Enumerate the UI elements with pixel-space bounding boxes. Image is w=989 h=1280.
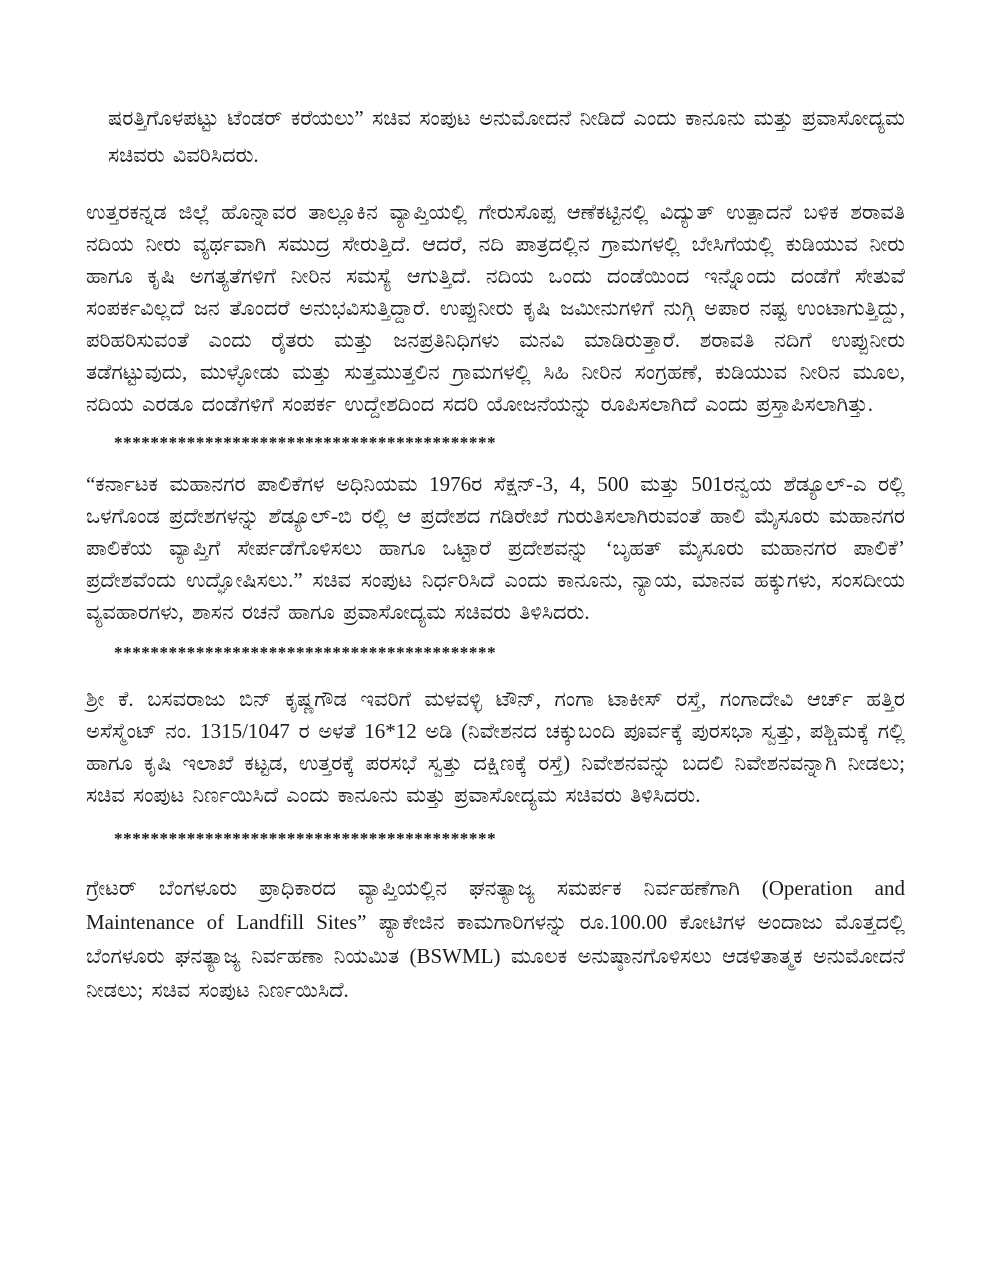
paragraph-greater-mysuru-corporation: “ಕರ್ನಾಟಕ ಮಹಾನಗರ ಪಾಲಿಕೆಗಳ ಅಧಿನಿಯಮ 1976ರ ಸೆಕ್ಷನ್-3, 4, 500 ಮತ್ತು 501ರನ್ವಯ ಶೆಡ್ಯೂಲ್-ಎ ರಲ್ಲಿ ಒಳಗೊಂಡ ಪ್ರದೇಶಗಳನ್ನು ಶೆಡ್ಯೂಲ್-ಬಿ ರಲ್ಲಿ ಆ ಪ್ರದೇಶದ ಗಡಿರೇಖೆ ಗುರುತಿಸಲಾಗಿರುವಂತೆ ಹಾಲಿ ಮೈಸೂರು ಮಹಾನಗರ ಪಾಲಿಕೆಯ ವ್ಯಾಪ್ತಿಗೆ ಸೇರ್ಪಡೆಗೊಳಿಸಲು ಹಾಗೂ ಒಟ್ಟಾರೆ ಪ್ರದೇಶವನ್ನು ‘ಬೃಹತ್ ಮೈಸೂರು ಮಹಾನಗರ ಪಾಲಿಕೆ’ ಪ್ರದೇಶವೆಂದು ಉದ್ಘೋಷಿಸಲು.” ಸಚಿವ ಸಂಪುಟ ನಿರ್ಧರಿಸಿದೆ ಎಂದು ಕಾನೂನು, ನ್ಯಾಯ, ಮಾನವ ಹಕ್ಕುಗಳು, ಸಂಸದೀಯ ವ್ಯವಹಾರಗಳು, ಶಾಸನ ರಚನೆ ಹಾಗೂ ಪ್ರವಾಸೋದ್ಯಮ ಸಚಿವರು ತಿಳಿಸಿದರು. — [86, 472, 905, 624]
paragraph-bengaluru-landfill-bswml: ಗ್ರೇಟರ್ ಬೆಂಗಳೂರು ಪ್ರಾಧಿಕಾರದ ವ್ಯಾಪ್ತಿಯಲ್ಲಿನ ಘನತ್ಯಾಜ್ಯ ಸಮರ್ಪಕ ನಿರ್ವಹಣೆಗಾಗಿ (Operation and Maintenance of Landfill Sites” ಪ್ಯಾಕೇಜಿನ ಕಾಮಗಾರಿಗಳನ್ನು ರೂ.100.00 ಕೋಟಿಗಳ ಅಂದಾಜು ಮೊತ್ತದಲ್ಲಿ ಬೆಂಗಳೂರು ಘನತ್ಯಾಜ್ಯ ನಿರ್ವಹಣಾ ನಿಯಮಿತ (BSWML) ಮೂಲಕ ಅನುಷ್ಠಾನಗೊಳಿಸಲು ಆಡಳಿತಾತ್ಮಕ ಅನುಮೋದನೆ ನೀಡಲು; ಸಚಿವ ಸಂಪುಟ ನಿರ್ಣಯಿಸಿದೆ. — [86, 876, 905, 1002]
asterisk-separator: ****************************************** — [114, 433, 497, 452]
paragraph-sharavathi-river-project: ಉತ್ತರಕನ್ನಡ ಜಿಲ್ಲೆ ಹೊನ್ನಾವರ ತಾಲ್ಲೂಕಿನ ವ್ಯಾಪ್ತಿಯಲ್ಲಿ ಗೇರುಸೊಪ್ಪ ಆಣೆಕಟ್ಟಿನಲ್ಲಿ ವಿದ್ಯುತ್ ಉತ್ಪಾದನೆ ಬಳಿಕ ಶರಾವತಿ ನದಿಯ ನೀರು ವ್ಯರ್ಥವಾಗಿ ಸಮುದ್ರ ಸೇರುತ್ತಿದೆ. ಆದರೆ, ನದಿ ಪಾತ್ರದಲ್ಲಿನ ಗ್ರಾಮಗಳಲ್ಲಿ ಬೇಸಿಗೆಯಲ್ಲಿ ಕುಡಿಯುವ ನೀರು ಹಾಗೂ ಕೃಷಿ ಅಗತ್ಯತೆಗಳಿಗೆ ನೀರಿನ ಸಮಸ್ಯೆ ಆಗುತ್ತಿದೆ. ನದಿಯ ಒಂದು ದಂಡೆಯಿಂದ ಇನ್ನೊಂದು ದಂಡೆಗೆ ಸೇತುವೆ ಸಂಪರ್ಕವಿಲ್ಲದೆ ಜನ ತೊಂದರೆ ಅನುಭವಿಸುತ್ತಿದ್ದಾರೆ. ಉಪ್ಪುನೀರು ಕೃಷಿ ಜಮೀನುಗಳಿಗೆ ನುಗ್ಗಿ ಅಪಾರ ನಷ್ಟ ಉಂಟಾಗುತ್ತಿದ್ದು, ಪರಿಹರಿಸುವಂತೆ ಎಂದು ರೈತರು ಮತ್ತು ಜನಪ್ರತಿನಿಧಿಗಳು ಮನವಿ ಮಾಡಿರುತ್ತಾರೆ. ಶರಾವತಿ ನದಿಗೆ ಉಪ್ಪುನೀರು ತಡೆಗಟ್ಟುವುದು, ಮುಳ್ಳೋಡು ಮತ್ತು ಸುತ್ತಮುತ್ತಲಿನ ಗ್ರಾಮಗಳಲ್ಲಿ ಸಿಹಿ ನೀರಿನ ಸಂಗ್ರಹಣೆ, ಕುಡಿಯುವ ನೀರಿನ ಮೂಲ, ನದಿಯ ಎರಡೂ ದಂಡೆಗಳಿಗೆ ಸಂಪರ್ಕ ಉದ್ದೇಶದಿಂದ ಸದರಿ ಯೋಜನೆಯನ್ನು ರೂಪಿಸಲಾಗಿದೆ ಎಂದು ಪ್ರಸ್ತಾಪಿಸಲಾಗಿತ್ತು. — [86, 200, 905, 416]
asterisk-separator: ****************************************** — [114, 829, 497, 848]
paragraph-tender-approval: ಷರತ್ತಿಗೊಳಪಟ್ಟು ಟೆಂಡರ್ ಕರೆಯಲು” ಸಚಿವ ಸಂಪುಟ ಅನುಮೋದನೆ ನೀಡಿದೆ ಎಂದು ಕಾನೂನು ಮತ್ತು ಪ್ರವಾಸೋದ್ಯಮ ಸಚಿವರು ವಿವರಿಸಿದರು. — [108, 106, 905, 167]
paragraph-basavaraju-site-allotment: ಶ್ರೀ ಕೆ. ಬಸವರಾಜು ಬಿನ್ ಕೃಷ್ಣಗೌಡ ಇವರಿಗೆ ಮಳವಳ್ಳಿ ಟೌನ್, ಗಂಗಾ ಟಾಕೀಸ್ ರಸ್ತೆ, ಗಂಗಾದೇವಿ ಆರ್ಚ್ ಹತ್ತಿರ ಅಸೆಸ್ಮೆಂಟ್ ನಂ. 1315/1047 ರ ಅಳತೆ 16*12 ಅಡಿ (ನಿವೇಶನದ ಚಕ್ಕುಬಂದಿ ಪೂರ್ವಕ್ಕೆ ಪುರಸಭಾ ಸ್ವತ್ತು, ಪಶ್ಚಿಮಕ್ಕೆ ಗಲ್ಲಿ ಹಾಗೂ ಕೃಷಿ ಇಲಾಖೆ ಕಟ್ಟಡ, ಉತ್ತರಕ್ಕೆ ಪರಸಭೆ ಸ್ವತ್ತು ದಕ್ಷಿಣಕ್ಕೆ ರಸ್ತೆ) ನಿವೇಶನವನ್ನು ಬದಲಿ ನಿವೇಶನವನ್ನಾಗಿ ನೀಡಲು; ಸಚಿವ ಸಂಪುಟ ನಿರ್ಣಯಿಸಿದೆ ಎಂದು ಕಾನೂನು ಮತ್ತು ಪ್ರವಾಸೋದ್ಯಮ ಸಚಿವರು ತಿಳಿಸಿದರು. — [86, 687, 905, 807]
asterisk-separator: ****************************************** — [114, 643, 497, 662]
